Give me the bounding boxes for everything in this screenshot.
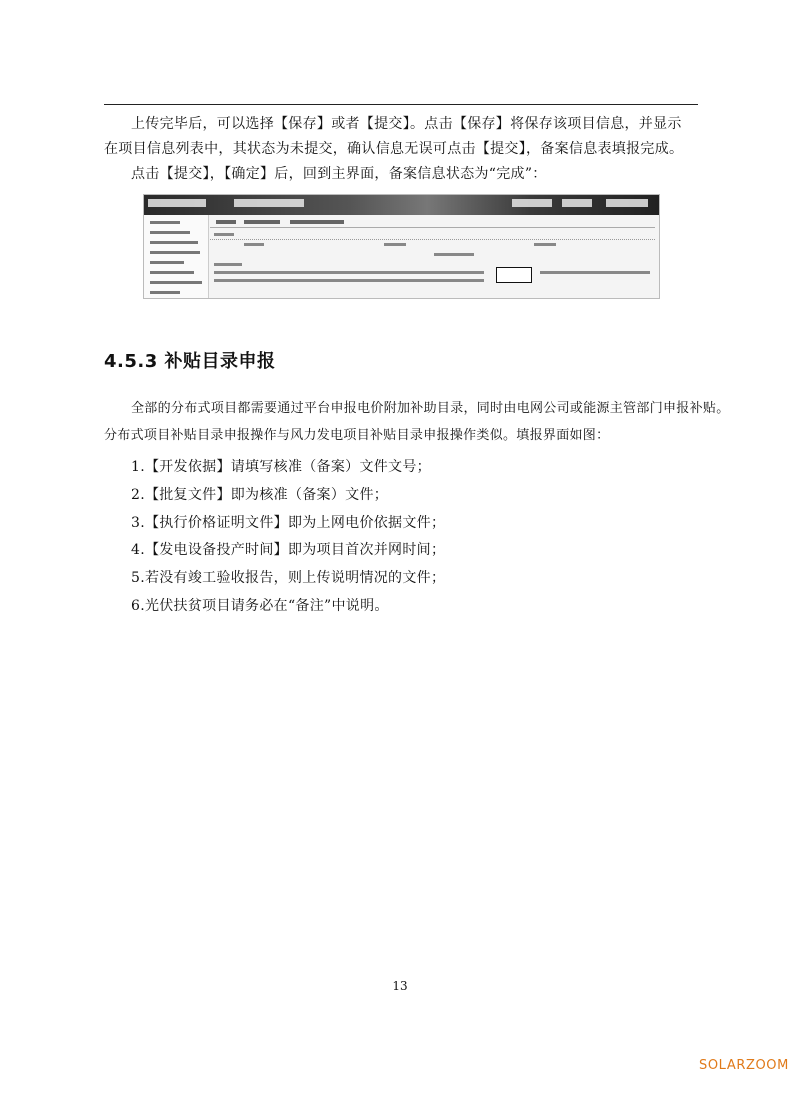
list-item: 3.【执行价格证明文件】即为上网电价依据文件； — [131, 514, 446, 531]
section-heading: 4.5.3 补贴目录申报 — [104, 351, 276, 372]
list-item: 6.光伏扶贫项目请务必在“备注”中说明。 — [131, 597, 389, 614]
screenshot-row — [434, 253, 474, 256]
screenshot-row — [214, 233, 234, 236]
page-number: 13 — [392, 979, 408, 993]
screenshot-row — [214, 271, 484, 274]
screenshot-selected-cell — [496, 267, 532, 283]
screenshot-row — [534, 243, 556, 246]
screenshot-row — [384, 243, 406, 246]
paragraph-line: 分布式项目补贴目录申报操作与风力发电项目补贴目录申报操作类似。填报界面如图： — [104, 428, 610, 443]
screenshot-row — [214, 279, 484, 282]
list-item: 2.【批复文件】即为核准（备案）文件； — [131, 486, 389, 503]
screenshot-banner — [144, 195, 659, 215]
paragraph-subsidy-intro — [104, 395, 730, 449]
paragraph-line: 上传完毕后，可以选择【保存】或者【提交】。点击【保存】将保存该项目信息，并显示 — [131, 116, 682, 132]
paragraph-submit-instructions — [104, 112, 683, 187]
screenshot-sidebar — [144, 215, 209, 298]
screenshot-tabs — [210, 217, 655, 228]
embedded-screenshot — [143, 194, 660, 299]
screenshot-row — [540, 271, 650, 274]
instruction-list — [131, 454, 445, 621]
paragraph-line: 全部的分布式项目都需要通过平台申报电价附加补助目录，同时由电网公司或能源主管部门申报补贴。 — [131, 401, 730, 416]
paragraph-line: 点击【提交】，【确定】后，回到主界面，备案信息状态为“完成”： — [131, 166, 547, 182]
header-rule — [104, 104, 698, 105]
list-item: 1.【开发依据】请填写核准（备案）文件文号； — [131, 459, 431, 475]
list-item: 5.若没有竣工验收报告，则上传说明情况的文件； — [131, 570, 446, 587]
watermark: SOLARZOOM — [699, 1058, 789, 1073]
paragraph-line: 在项目信息列表中，其状态为未提交，确认信息无误可点击【提交】，备案信息表填报完成。 — [104, 141, 684, 157]
list-item: 4.【发电设备投产时间】即为项目首次并网时间； — [131, 542, 446, 559]
screenshot-divider — [210, 239, 655, 240]
screenshot-row — [244, 243, 264, 246]
screenshot-row — [214, 263, 242, 266]
